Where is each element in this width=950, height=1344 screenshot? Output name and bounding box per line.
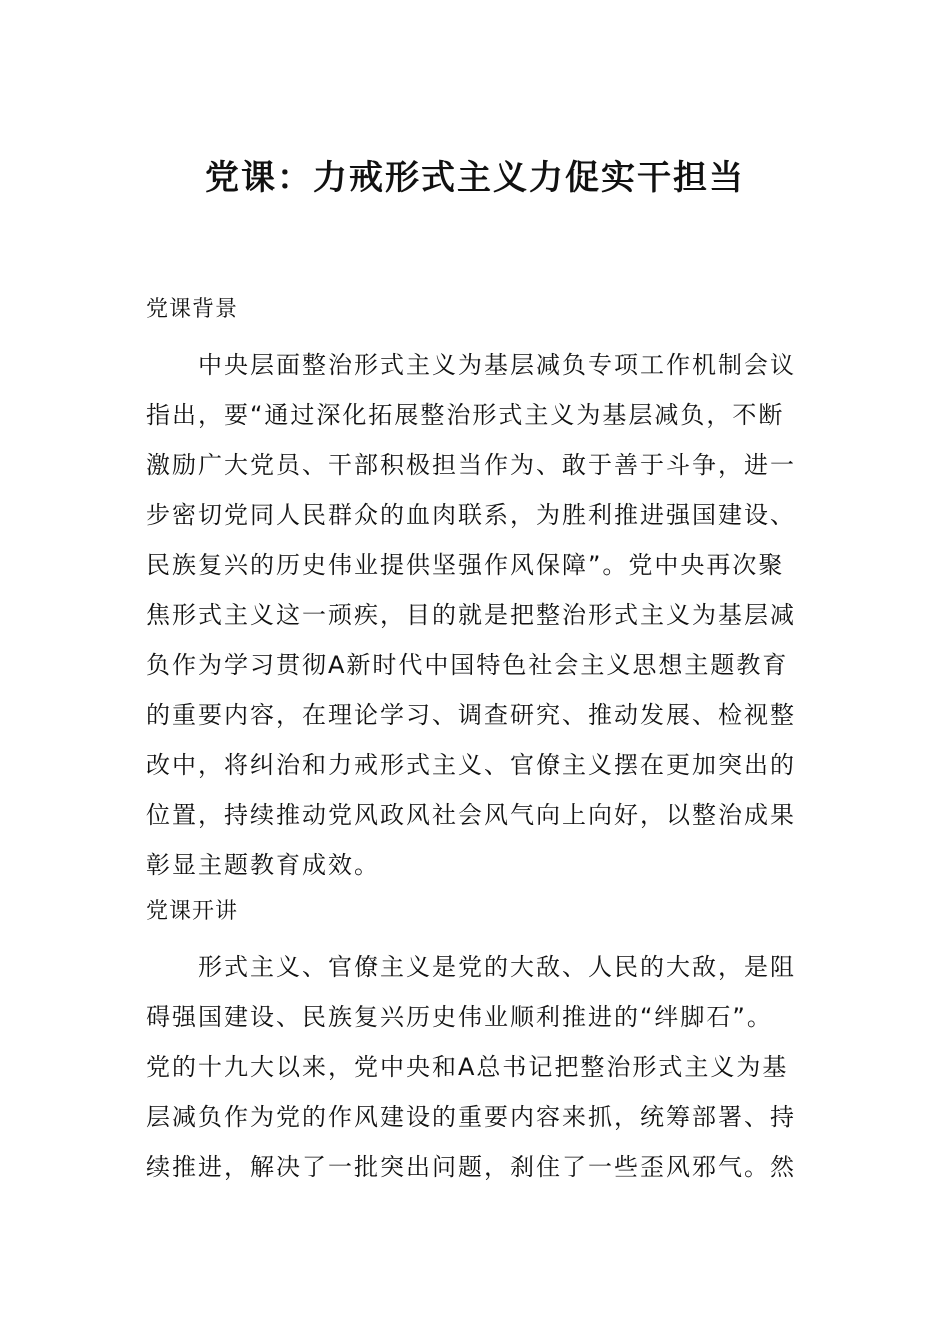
paragraph-line: 彰显主题教育成效。: [146, 851, 380, 879]
paragraph-line: 层减负作为党的作风建设的重要内容来抓，统筹部署、持: [146, 1103, 796, 1131]
paragraph-line: 民族复兴的历史伟业提供坚强作风保障”。党中央再次聚: [146, 551, 785, 579]
paragraph-line: 的重要内容，在理论学习、调查研究、推动发展、检视整: [146, 701, 796, 729]
paragraph-line: 改中，将纠治和力戒形式主义、官僚主义摆在更加突出的: [146, 751, 796, 779]
paragraph-background: [146, 340, 806, 890]
paragraph-line: 党的十九大以来，党中央和A总书记把整治形式主义为基: [146, 1053, 789, 1081]
paragraph-line: 焦形式主义这一顽疾，目的就是把整治形式主义为基层减: [146, 601, 796, 629]
paragraph-line: 中央层面整治形式主义为基层减负专项工作机制会议: [198, 351, 796, 379]
paragraph-line: 形式主义、官僚主义是党的大敌、人民的大敌，是阻: [198, 953, 796, 981]
paragraph-line: 负作为学习贯彻A新时代中国特色社会主义思想主题教育: [146, 651, 789, 679]
paragraph-line: 续推进，解决了一批突出问题，刹住了一些歪风邪气。然: [146, 1153, 796, 1181]
document-title: 党课：力戒形式主义力促实干担当: [205, 158, 745, 198]
section-heading-background: 党课背景: [146, 297, 239, 322]
section-heading-lecture: 党课开讲: [146, 899, 239, 924]
paragraph-line: 激励广大党员、干部积极担当作为、敢于善于斗争，进一: [146, 451, 796, 479]
document-body: [146, 290, 806, 1194]
paragraph-line: 步密切党同人民群众的血肉联系，为胜利推进强国建设、: [146, 501, 796, 529]
paragraph-line: 碍强国建设、民族复兴历史伟业顺利推进的“绊脚石”。: [146, 1003, 773, 1031]
paragraph-line: 指出，要“通过深化拓展整治形式主义为基层减负，不断: [146, 401, 785, 429]
paragraph-lecture: [146, 942, 806, 1192]
paragraph-line: 位置，持续推动党风政风社会风气向上向好，以整治成果: [146, 801, 796, 829]
